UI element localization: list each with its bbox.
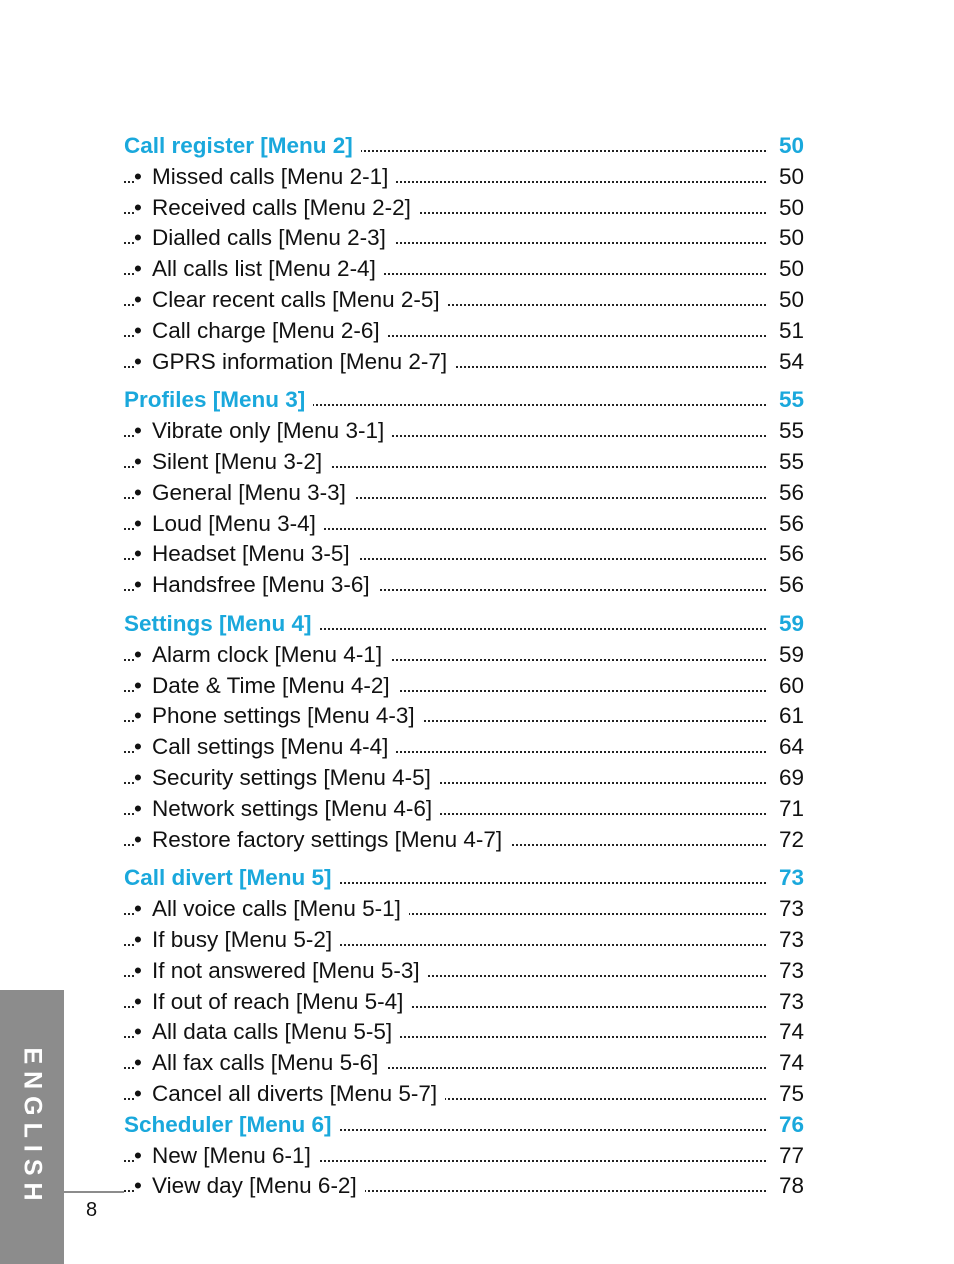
- toc-section-page: 59: [775, 609, 804, 640]
- toc-section-label: Call divert [Menu 5]: [124, 863, 340, 894]
- toc-entry-label: [134, 825, 510, 856]
- toc-entry: [124, 570, 804, 601]
- section-spacer: [124, 855, 804, 863]
- toc-entry: [124, 732, 804, 763]
- toc-entry: [124, 162, 804, 193]
- toc-section-title: [124, 385, 804, 416]
- toc-entry-page: 64: [775, 732, 804, 763]
- toc-entry-text: GPRS information [Menu 2-7]: [152, 348, 448, 374]
- toc-entry-text: If out of reach [Menu 5-4]: [152, 988, 404, 1014]
- toc-entry-text: View day [Menu 6-2]: [152, 1173, 357, 1199]
- toc-entry-label: [134, 763, 439, 794]
- toc-entry-label: [134, 447, 330, 478]
- bullet-icon: •: [134, 194, 142, 220]
- toc-entry-page: 77: [775, 1141, 804, 1172]
- bullet-icon: •: [134, 348, 142, 374]
- toc-section-title: [124, 863, 804, 894]
- toc-section-label: Profiles [Menu 3]: [124, 385, 313, 416]
- toc-entry-text: Handsfree [Menu 3-6]: [152, 572, 370, 598]
- toc-entry-label: [134, 956, 428, 987]
- toc-entry-page: 55: [775, 416, 804, 447]
- toc-entry-label: [134, 162, 396, 193]
- toc-entry-text: Silent [Menu 3-2]: [152, 448, 323, 474]
- bullet-icon: •: [134, 163, 142, 189]
- toc-section-label: Scheduler [Menu 6]: [124, 1110, 340, 1141]
- toc-entry: [124, 794, 804, 825]
- toc-entry: [124, 763, 804, 794]
- toc-entry-label: [134, 347, 455, 378]
- bullet-icon: •: [134, 572, 142, 598]
- toc-entry-text: Restore factory settings [Menu 4-7]: [152, 826, 503, 852]
- toc-entry-label: [134, 1171, 365, 1202]
- toc-entry-page: 69: [775, 763, 804, 794]
- toc-entry-label: [134, 570, 378, 601]
- language-side-tab: [0, 990, 64, 1264]
- toc-entry: [124, 825, 804, 856]
- toc-entry-text: Alarm clock [Menu 4-1]: [152, 641, 383, 667]
- bullet-icon: •: [134, 926, 142, 952]
- bullet-icon: •: [134, 641, 142, 667]
- toc-entry-label: [134, 1017, 400, 1048]
- toc-entry-label: [134, 894, 409, 925]
- toc-section-page: 73: [775, 863, 804, 894]
- bullet-icon: •: [134, 1050, 142, 1076]
- toc-entry-page: 56: [775, 570, 804, 601]
- toc-entry-page: 73: [775, 956, 804, 987]
- toc-entry-page: 72: [775, 825, 804, 856]
- toc-section-title: [124, 609, 804, 640]
- toc-entry-text: General [Menu 3-3]: [152, 479, 346, 505]
- toc-entry-label: [134, 285, 448, 316]
- toc-entry-text: Phone settings [Menu 4-3]: [152, 703, 415, 729]
- bullet-icon: •: [134, 317, 142, 343]
- toc-entry: [124, 987, 804, 1018]
- toc-entry-text: Missed calls [Menu 2-1]: [152, 163, 389, 189]
- toc-entry: [124, 223, 804, 254]
- toc-entry-page: 71: [775, 794, 804, 825]
- bullet-icon: •: [134, 225, 142, 251]
- toc-entry-label: [134, 254, 384, 285]
- toc-entry-page: 60: [775, 671, 804, 702]
- section-spacer: [124, 601, 804, 609]
- toc-entry: [124, 894, 804, 925]
- toc-entry-label: [134, 223, 394, 254]
- toc-entry-text: Date & Time [Menu 4-2]: [152, 672, 390, 698]
- toc-entry-label: [134, 416, 392, 447]
- toc-entry-label: [134, 193, 419, 224]
- toc-entry-text: Network settings [Menu 4-6]: [152, 795, 433, 821]
- bullet-icon: •: [134, 703, 142, 729]
- toc-entry-text: Call settings [Menu 4-4]: [152, 734, 389, 760]
- toc-entry-page: 54: [775, 347, 804, 378]
- bullet-icon: •: [134, 957, 142, 983]
- toc-entry-text: Loud [Menu 3-4]: [152, 510, 316, 536]
- toc-entry-page: 56: [775, 478, 804, 509]
- toc-entry-label: [134, 701, 423, 732]
- toc-entry: [124, 1141, 804, 1172]
- toc-entry-page: 74: [775, 1017, 804, 1048]
- toc-section-page: 76: [775, 1110, 804, 1141]
- toc-entry: [124, 285, 804, 316]
- toc-entry-text: Security settings [Menu 4-5]: [152, 764, 431, 790]
- toc-entry-text: All voice calls [Menu 5-1]: [152, 896, 401, 922]
- toc-entry-text: Clear recent calls [Menu 2-5]: [152, 286, 440, 312]
- bullet-icon: •: [134, 1173, 142, 1199]
- toc-entry-page: 73: [775, 925, 804, 956]
- toc-section-page: 50: [775, 131, 804, 162]
- toc-entry-label: [134, 509, 324, 540]
- toc-entry-page: 50: [775, 193, 804, 224]
- toc-entry-label: [134, 478, 354, 509]
- toc-entry: [124, 640, 804, 671]
- toc-entry: [124, 956, 804, 987]
- bullet-icon: •: [134, 795, 142, 821]
- toc-entry-label: [134, 1141, 319, 1172]
- toc-entry: [124, 447, 804, 478]
- toc-entry-page: 50: [775, 254, 804, 285]
- bullet-icon: •: [134, 734, 142, 760]
- toc-entry-label: [134, 671, 398, 702]
- toc-entry-page: 51: [775, 316, 804, 347]
- bullet-icon: •: [134, 510, 142, 536]
- toc-entry-label: [134, 794, 440, 825]
- toc-entry: [124, 347, 804, 378]
- bullet-icon: •: [134, 764, 142, 790]
- toc-entry-text: All fax calls [Menu 5-6]: [152, 1050, 379, 1076]
- bullet-icon: •: [134, 256, 142, 282]
- toc-section-label: Call register [Menu 2]: [124, 131, 361, 162]
- footer-rule: [64, 1191, 124, 1193]
- toc-entry-label: [134, 925, 340, 956]
- bullet-icon: •: [134, 1142, 142, 1168]
- toc-entry-page: 74: [775, 1048, 804, 1079]
- toc-entry: [124, 478, 804, 509]
- toc-entry-page: 50: [775, 223, 804, 254]
- toc-entry-text: If not answered [Menu 5-3]: [152, 957, 420, 983]
- toc-entry-label: [134, 1079, 445, 1110]
- bullet-icon: •: [134, 896, 142, 922]
- toc-entry-page: 50: [775, 285, 804, 316]
- toc-entry: [124, 1048, 804, 1079]
- toc-entry-page: 56: [775, 539, 804, 570]
- bullet-icon: •: [134, 448, 142, 474]
- bullet-icon: •: [134, 418, 142, 444]
- bullet-icon: •: [134, 286, 142, 312]
- toc-section-title: [124, 131, 804, 162]
- toc-entry: [124, 193, 804, 224]
- toc-entry-text: Headset [Menu 3-5]: [152, 541, 350, 567]
- bullet-icon: •: [134, 541, 142, 567]
- toc-entry-page: 56: [775, 509, 804, 540]
- toc-entry-text: New [Menu 6-1]: [152, 1142, 311, 1168]
- toc-entry-text: Vibrate only [Menu 3-1]: [152, 418, 385, 444]
- toc-entry-label: [134, 539, 358, 570]
- toc-entry-page: 75: [775, 1079, 804, 1110]
- bullet-icon: •: [134, 479, 142, 505]
- toc-entry-page: 73: [775, 894, 804, 925]
- bullet-icon: •: [134, 988, 142, 1014]
- toc-entry: [124, 539, 804, 570]
- toc-entry-text: Call charge [Menu 2-6]: [152, 317, 380, 343]
- toc-entry: [124, 1079, 804, 1110]
- toc-entry-label: [134, 987, 411, 1018]
- toc-entry-text: All calls list [Menu 2-4]: [152, 256, 376, 282]
- language-tab-label-wrap: [0, 990, 64, 1264]
- toc-entry-text: All data calls [Menu 5-5]: [152, 1019, 393, 1045]
- toc-entry-label: [134, 1048, 386, 1079]
- toc-entry-label: [134, 640, 390, 671]
- toc-entry-text: Received calls [Menu 2-2]: [152, 194, 411, 220]
- page-number: 8: [86, 1199, 98, 1221]
- toc-entry: [124, 254, 804, 285]
- toc-entry-page: 78: [775, 1171, 804, 1202]
- bullet-icon: •: [134, 826, 142, 852]
- toc-entry: [124, 509, 804, 540]
- toc-entry-page: 73: [775, 987, 804, 1018]
- toc-entry: [124, 671, 804, 702]
- bullet-icon: •: [134, 672, 142, 698]
- toc-entry: [124, 1017, 804, 1048]
- toc-entry-text: Dialled calls [Menu 2-3]: [152, 225, 386, 251]
- toc-entry-label: [134, 316, 388, 347]
- toc-entry-text: If busy [Menu 5-2]: [152, 926, 333, 952]
- bullet-icon: •: [134, 1019, 142, 1045]
- toc-entry-page: 55: [775, 447, 804, 478]
- table-of-contents: [124, 131, 804, 1202]
- section-spacer: [124, 377, 804, 385]
- toc-section-label: Settings [Menu 4]: [124, 609, 320, 640]
- toc-entry-page: 59: [775, 640, 804, 671]
- toc-entry-text: Cancel all diverts [Menu 5-7]: [152, 1080, 438, 1106]
- language-tab-label: ENGLISH: [18, 1046, 47, 1208]
- toc-section-page: 55: [775, 385, 804, 416]
- toc-entry-page: 50: [775, 162, 804, 193]
- toc-entry: [124, 416, 804, 447]
- bullet-icon: •: [134, 1080, 142, 1106]
- toc-section-title: [124, 1110, 804, 1141]
- toc-entry: [124, 925, 804, 956]
- toc-entry-page: 61: [775, 701, 804, 732]
- toc-entry-label: [134, 732, 396, 763]
- toc-entry: [124, 1171, 804, 1202]
- toc-entry: [124, 316, 804, 347]
- toc-entry: [124, 701, 804, 732]
